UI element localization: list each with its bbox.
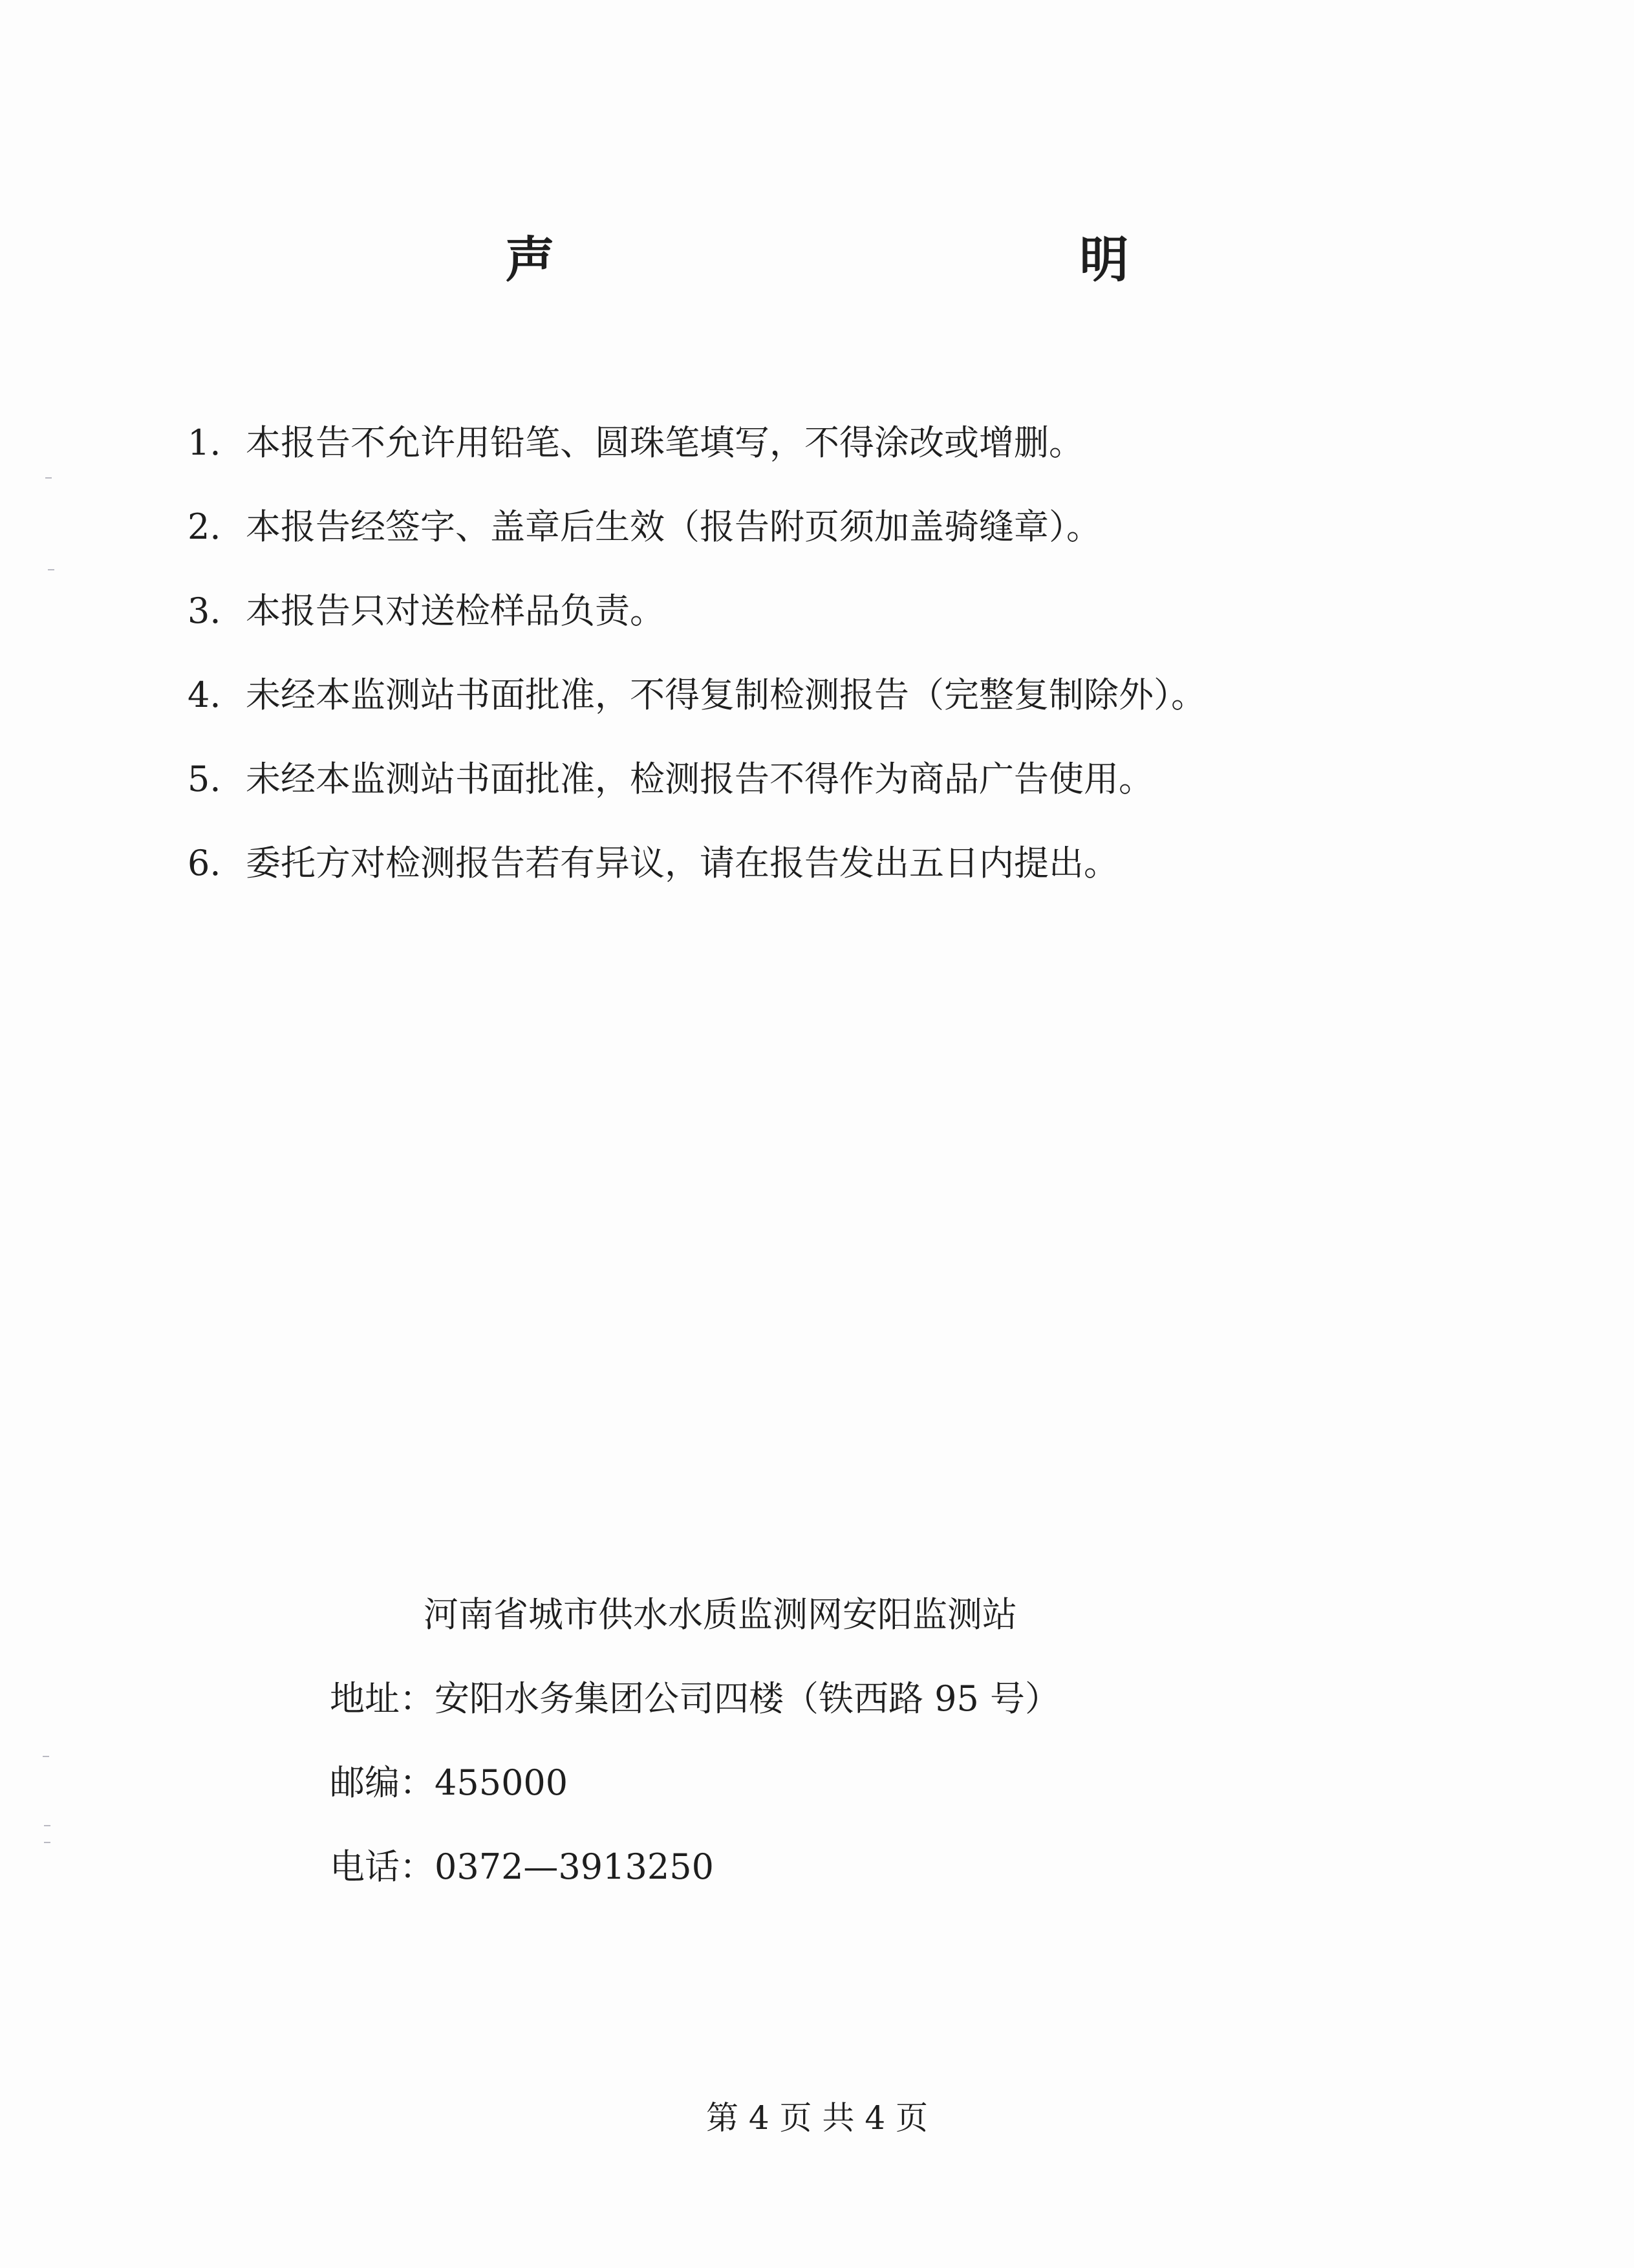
item-number: 2. (188, 506, 221, 547)
postcode-label: 邮编： (330, 1762, 435, 1803)
scan-mark (48, 569, 54, 570)
item-text: 本报告经签字、盖章后生效（报告附页须加盖骑缝章）。 (246, 506, 1101, 547)
statement-list (188, 401, 1513, 905)
scan-mark (44, 1842, 50, 1843)
list-item (188, 401, 1513, 485)
list-item (188, 737, 1513, 821)
item-text: 本报告只对送检样品负责。 (246, 590, 665, 631)
phone-value: 0372—3913250 (435, 1846, 714, 1887)
address-label: 地址： (330, 1678, 435, 1719)
page-title: 声 明 (505, 231, 1271, 288)
list-item (188, 569, 1513, 653)
postcode-line (330, 1741, 1429, 1825)
address-value: 安阳水务集团公司四楼（铁西路 95 号） (435, 1678, 1060, 1719)
contact-block (330, 1573, 1429, 1909)
scan-mark (44, 1825, 50, 1826)
item-text: 未经本监测站书面批准，不得复制检测报告（完整复制除外）。 (246, 675, 1206, 715)
item-number: 1. (188, 422, 221, 463)
item-text: 本报告不允许用铅笔、圆珠笔填写，不得涂改或增删。 (246, 422, 1084, 463)
list-item (188, 821, 1513, 905)
postcode-value: 455000 (435, 1762, 568, 1803)
item-text: 委托方对检测报告若有异议，请在报告发出五日内提出。 (246, 843, 1119, 883)
organization-name: 河南省城市供水水质监测网安阳监测站 (424, 1594, 1017, 1635)
page-number: 第 4 页 共 4 页 (705, 2099, 929, 2137)
item-number: 6. (188, 843, 221, 883)
item-number: 3. (188, 590, 221, 631)
phone-label: 电话： (330, 1846, 435, 1887)
list-item (188, 485, 1513, 569)
list-item (188, 653, 1513, 737)
scan-mark (45, 477, 52, 479)
scan-mark (43, 1756, 49, 1757)
address-line (330, 1657, 1429, 1741)
item-text: 未经本监测站书面批准，检测报告不得作为商品广告使用。 (246, 759, 1154, 799)
item-number: 5. (188, 759, 221, 799)
item-number: 4. (188, 675, 221, 715)
phone-line (330, 1825, 1429, 1909)
